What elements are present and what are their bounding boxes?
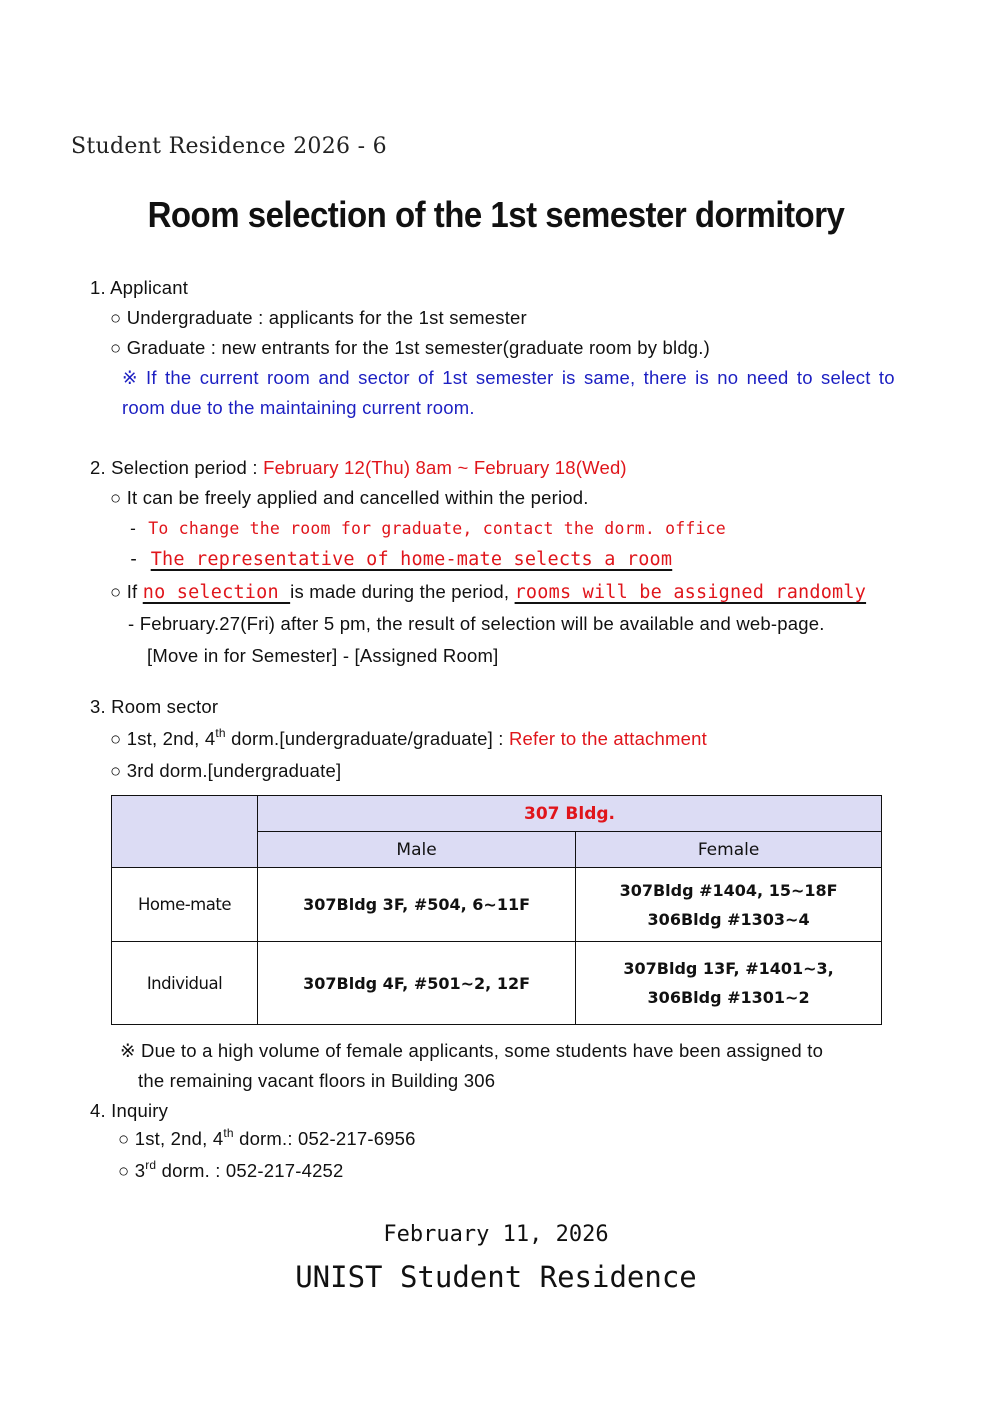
no-selection-text: no selection xyxy=(142,582,291,603)
dash: - xyxy=(128,549,151,570)
cell-line: 306Bldg #1303~4 xyxy=(647,909,810,929)
column-header-male: Male xyxy=(258,832,576,868)
sector-bullet-1-mid: dorm.[undergraduate/graduate] : xyxy=(225,728,509,749)
refer-attachment-text: Refer to the attachment xyxy=(509,728,707,749)
sector-bullet-2: ○ 3rd dorm.[undergraduate] xyxy=(110,760,342,781)
cell-line: 307Bldg 3F, #504, 6~11F xyxy=(303,895,531,914)
inquiry-item-2-prefix: ○ 3 xyxy=(118,1160,146,1181)
page-title: Room selection of the 1st semester dormitory xyxy=(147,194,845,235)
room-sector-table xyxy=(111,795,882,1025)
section-period-heading xyxy=(90,457,627,479)
cell-line: 307Bldg #1404, 15~18F xyxy=(619,880,838,900)
table-row xyxy=(112,942,882,1025)
row-label-individual: Individual xyxy=(112,942,258,1025)
random-assign-bullet xyxy=(110,581,866,603)
graduate-change-note xyxy=(128,519,726,538)
sector-bullet-1 xyxy=(110,728,707,750)
female-overflow-note-line1: ※ Due to a high volume of female applicants, some students have been assigned to xyxy=(120,1040,824,1061)
individual-male-cell xyxy=(258,942,576,1025)
maintain-room-note-line2: room due to the maintaining current room. xyxy=(122,397,475,418)
undergraduate-bullet: ○ Undergraduate : applicants for the 1st semester xyxy=(110,307,527,328)
document-code: Student Residence 2026 - 6 xyxy=(71,134,387,159)
random-assigned-text: rooms will be assigned randomly xyxy=(514,582,867,603)
maintain-room-note-line1: ※ If the current room and sector of 1st semester is same, there is no need to select to xyxy=(122,367,895,388)
homemate-text: The representative of home-mate selects a room xyxy=(150,549,673,570)
superscript: th xyxy=(223,1126,234,1140)
period-label: 2. Selection period : xyxy=(90,457,264,478)
inquiry-item-1-prefix: ○ 1st, 2nd, 4 xyxy=(118,1128,224,1149)
period-value: February 12(Thu) 8am ~ February 18(Wed) xyxy=(263,457,627,478)
free-apply-bullet: ○ It can be freely applied and cancelled within the period. xyxy=(110,487,589,508)
section-inquiry-heading: 4. Inquiry xyxy=(90,1100,169,1121)
dash: - xyxy=(128,519,149,538)
cell-line: 307Bldg 13F, #1401~3, xyxy=(623,959,834,978)
inquiry-item-2 xyxy=(118,1160,344,1182)
random-mid: is made during the period, xyxy=(290,581,515,602)
sector-bullet-1-prefix: ○ 1st, 2nd, 4 xyxy=(110,728,216,749)
cell-line: 306Bldg #1301~2 xyxy=(647,988,810,1007)
homemate-female-cell xyxy=(576,868,882,942)
inquiry-item-1-phone: dorm.: 052-217-6956 xyxy=(233,1128,416,1149)
random-prefix: ○ If xyxy=(110,581,143,602)
column-header-female: Female xyxy=(576,832,882,868)
homemate-male-cell xyxy=(258,868,576,942)
inquiry-item-1 xyxy=(118,1128,416,1150)
issuing-organization: UNIST Student Residence xyxy=(295,1260,697,1294)
row-label-homemate: Home-mate xyxy=(112,868,258,942)
section-sector-heading: 3. Room sector xyxy=(90,696,219,717)
issue-date: February 11, 2026 xyxy=(383,1222,609,1247)
section-applicant-heading: 1. Applicant xyxy=(90,277,189,298)
individual-female-cell xyxy=(576,942,882,1025)
building-header: 307 Bldg. xyxy=(258,796,882,832)
result-note-line2: [Move in for Semester] - [Assigned Room] xyxy=(147,645,499,666)
inquiry-item-2-phone: dorm. : 052-217-4252 xyxy=(156,1160,344,1181)
superscript: rd xyxy=(145,1158,157,1172)
superscript: th xyxy=(215,726,226,740)
result-note-line1: - February.27(Fri) after 5 pm, the result of selection will be available and web-page. xyxy=(128,613,825,634)
cell-line: 307Bldg 4F, #501~2, 12F xyxy=(303,973,531,993)
graduate-bullet: ○ Graduate : new entrants for the 1st semester(graduate room by bldg.) xyxy=(110,337,710,358)
homemate-note xyxy=(128,549,672,570)
female-overflow-note-line2: the remaining vacant floors in Building 306 xyxy=(138,1070,496,1091)
table-corner-cell xyxy=(112,796,258,868)
table-row xyxy=(112,868,882,942)
graduate-change-text: To change the room for graduate, contact the dorm. office xyxy=(148,519,726,538)
